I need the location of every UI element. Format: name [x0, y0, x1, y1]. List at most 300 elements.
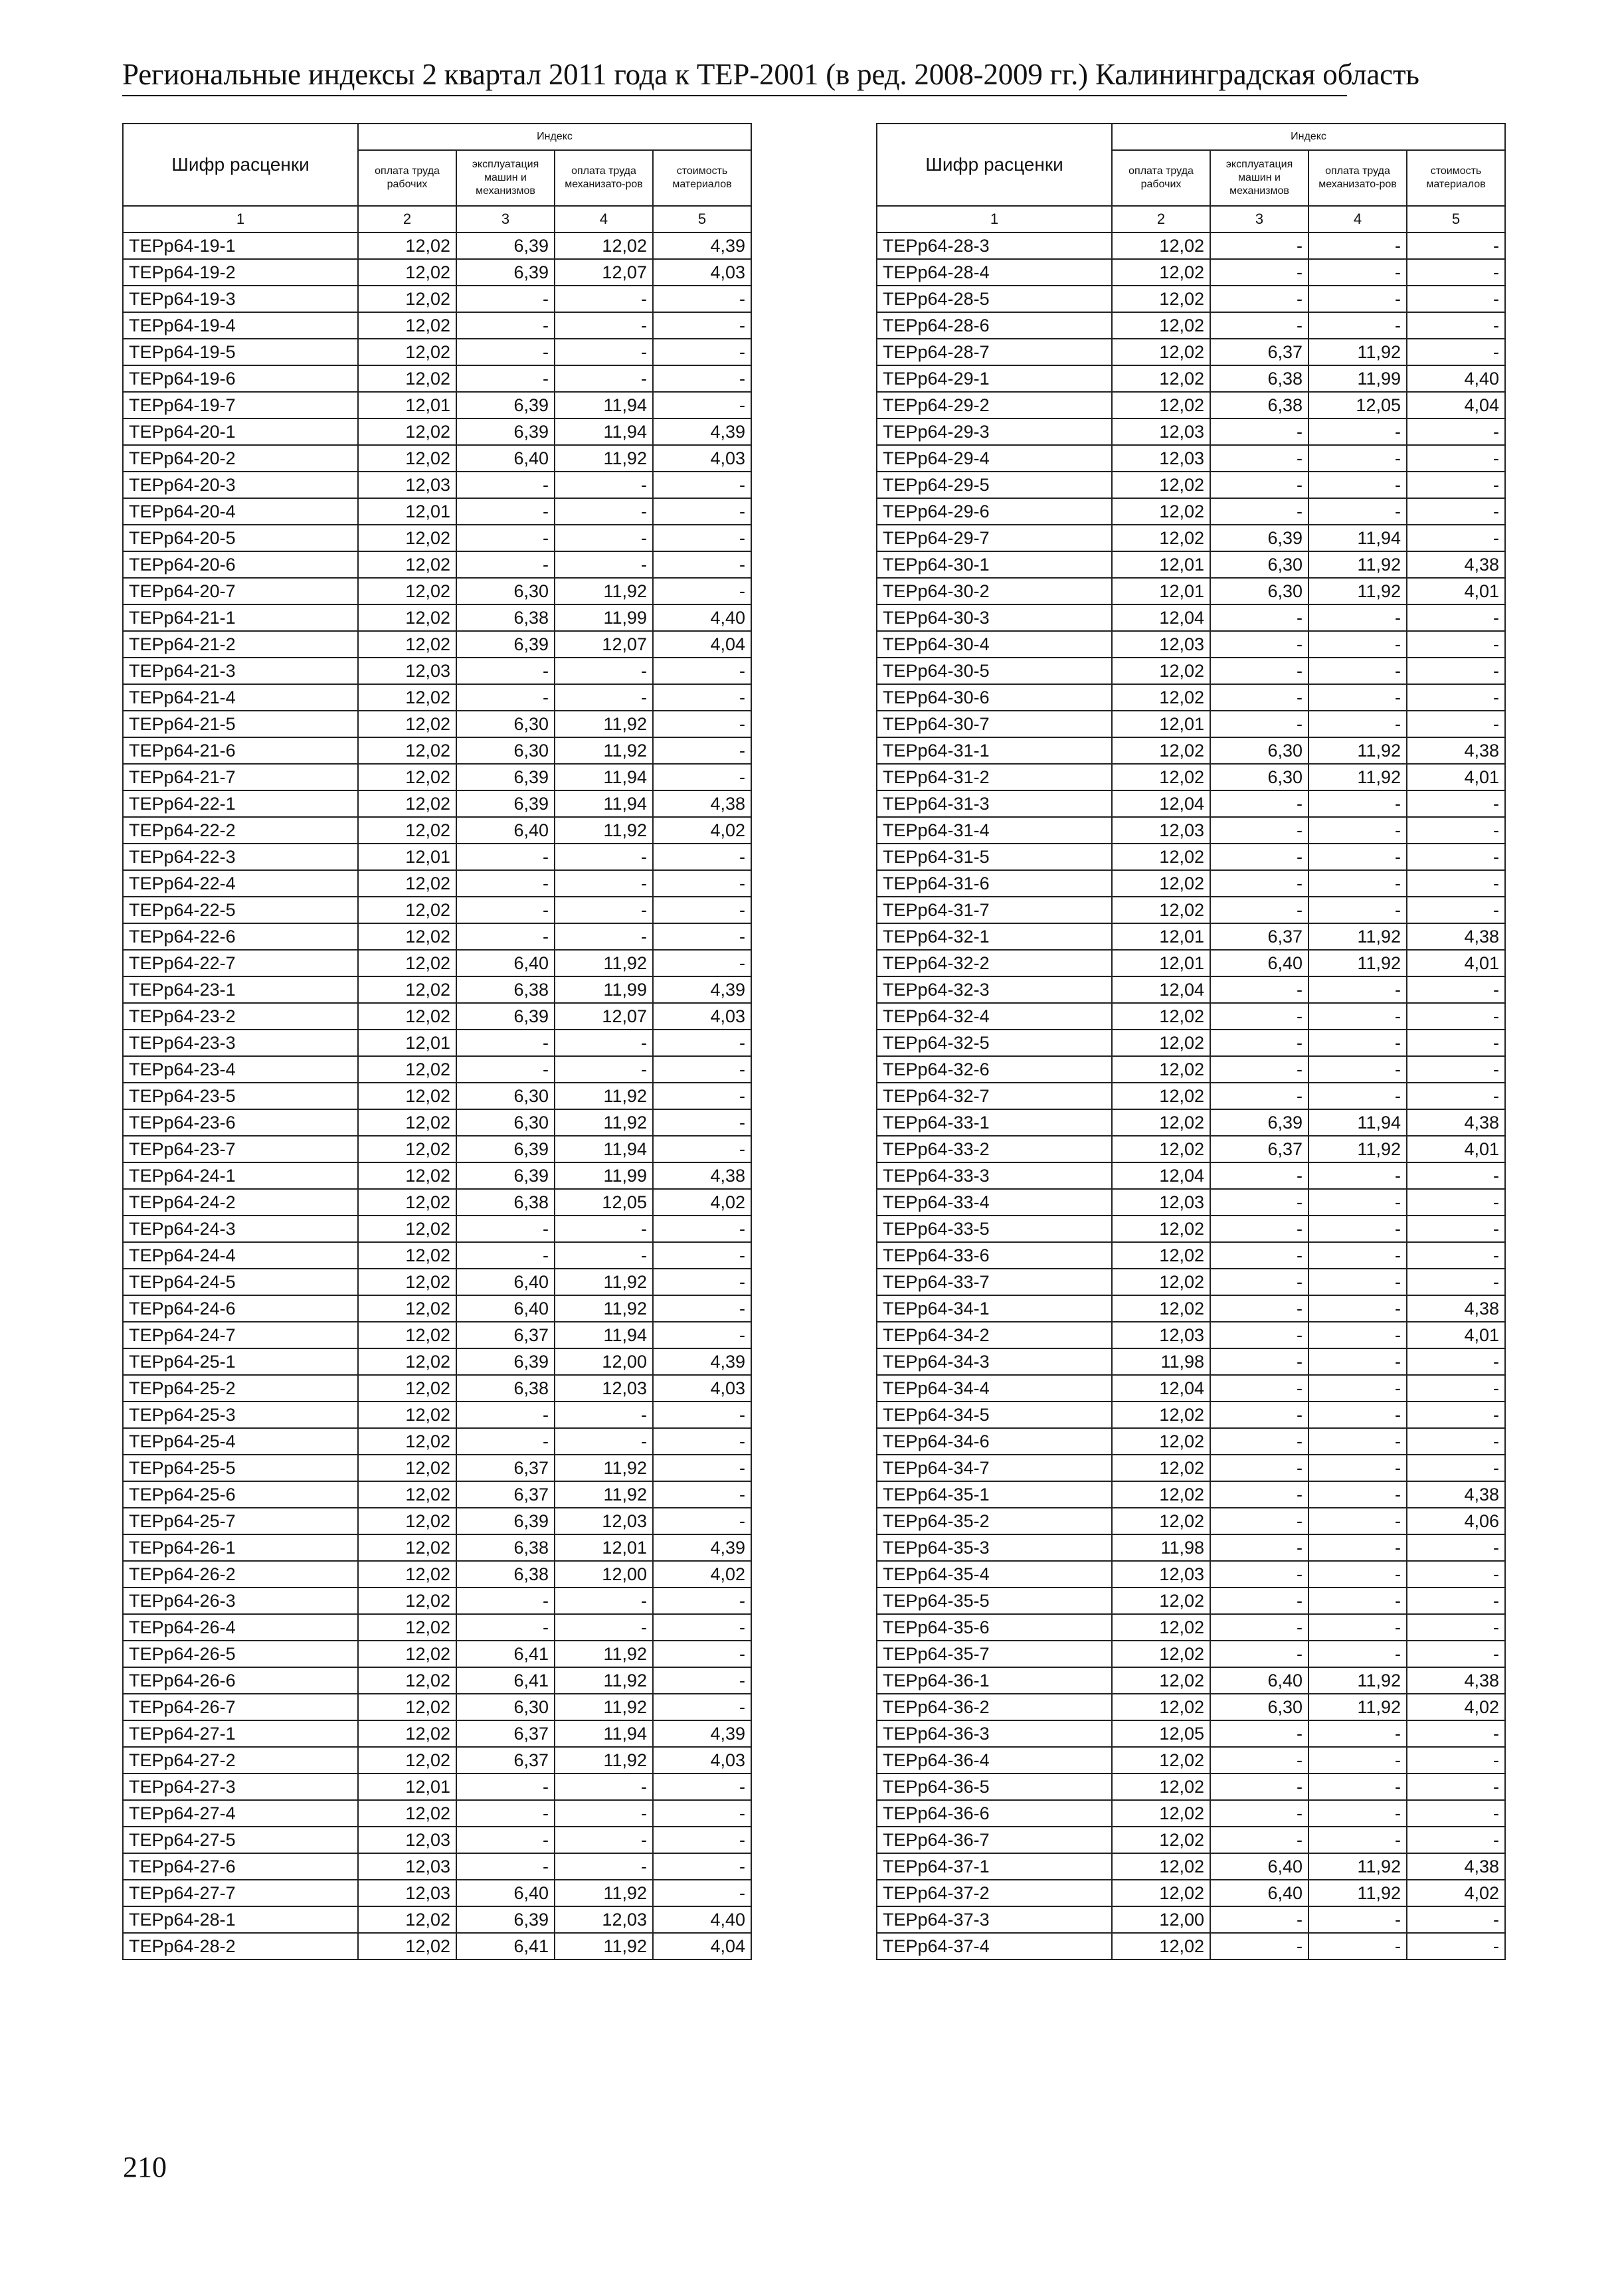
table-row [123, 1906, 751, 1933]
cell-labor: 12,02 [1112, 1747, 1210, 1774]
cell-operators: - [1308, 1295, 1407, 1322]
cell-operators: - [1308, 1216, 1407, 1242]
cell-operators: 11,92 [555, 1455, 653, 1481]
cell-operators: 12,00 [555, 1348, 653, 1375]
header-index: Индекс [358, 124, 751, 150]
cell-labor: 12,01 [358, 498, 456, 525]
cell-operators: 11,92 [555, 445, 653, 472]
cell-labor: 12,03 [358, 472, 456, 498]
cell-operators: 11,92 [555, 950, 653, 976]
table-row [123, 365, 751, 392]
table-row [123, 578, 751, 604]
cell-code: ТЕРр64-21-5 [123, 711, 358, 737]
cell-machines: - [1210, 1030, 1308, 1056]
cell-operators: - [1308, 1402, 1407, 1428]
cell-code: ТЕРр64-31-1 [877, 737, 1112, 764]
cell-code: ТЕРр64-24-6 [123, 1295, 358, 1322]
header-labor: оплата труда рабочих [358, 150, 456, 206]
table-row [877, 1694, 1505, 1720]
cell-materials: 4,38 [1407, 1109, 1505, 1136]
cell-code: ТЕРр64-22-5 [123, 897, 358, 923]
cell-materials: - [1407, 259, 1505, 286]
cell-code: ТЕРр64-27-1 [123, 1720, 358, 1747]
cell-materials: - [653, 1295, 751, 1322]
cell-operators: - [555, 1827, 653, 1853]
cell-labor: 12,02 [1112, 1774, 1210, 1800]
cell-materials: 4,39 [653, 1534, 751, 1561]
cell-machines: - [456, 525, 555, 551]
cell-operators: 12,03 [555, 1508, 653, 1534]
cell-machines: 6,40 [1210, 950, 1308, 976]
cell-machines: 6,38 [456, 1534, 555, 1561]
cell-materials: - [653, 365, 751, 392]
table-row [877, 1242, 1505, 1269]
cell-machines: - [1210, 1056, 1308, 1083]
cell-operators: 12,05 [1308, 392, 1407, 418]
cell-labor: 12,02 [1112, 897, 1210, 923]
cell-code: ТЕРр64-19-3 [123, 286, 358, 312]
index-table-right [876, 123, 1506, 1960]
cell-labor: 12,02 [1112, 472, 1210, 498]
cell-labor: 12,02 [1112, 737, 1210, 764]
cell-machines: - [1210, 418, 1308, 445]
cell-code: ТЕРр64-22-3 [123, 844, 358, 870]
table-row [877, 445, 1505, 472]
table-row [877, 1322, 1505, 1348]
cell-labor: 12,02 [358, 1003, 456, 1030]
cell-materials: - [1407, 1216, 1505, 1242]
header-code: Шифр расценки [877, 124, 1112, 206]
cell-code: ТЕРр64-37-3 [877, 1906, 1112, 1933]
cell-labor: 12,02 [358, 1588, 456, 1614]
cell-code: ТЕРр64-25-1 [123, 1348, 358, 1375]
cell-labor: 12,03 [1112, 1561, 1210, 1588]
cell-labor: 12,02 [1112, 525, 1210, 551]
cell-machines: - [1210, 1747, 1308, 1774]
cell-machines: - [1210, 1189, 1308, 1216]
cell-code: ТЕРр64-26-7 [123, 1694, 358, 1720]
cell-materials: - [1407, 1455, 1505, 1481]
cell-labor: 12,02 [358, 976, 456, 1003]
cell-operators: 11,94 [555, 1322, 653, 1348]
table-row [877, 392, 1505, 418]
cell-machines: - [456, 1853, 555, 1880]
cell-code: ТЕРр64-23-3 [123, 1030, 358, 1056]
cell-labor: 12,02 [358, 551, 456, 578]
cell-labor: 12,01 [1112, 578, 1210, 604]
cell-labor: 12,02 [1112, 339, 1210, 365]
table-row [877, 631, 1505, 658]
cell-code: ТЕРр64-33-7 [877, 1269, 1112, 1295]
cell-machines: - [456, 658, 555, 684]
cell-operators: 11,99 [555, 1162, 653, 1189]
cell-machines: 6,39 [456, 631, 555, 658]
cell-materials: - [653, 498, 751, 525]
cell-labor: 12,02 [1112, 1588, 1210, 1614]
cell-machines: - [1210, 1216, 1308, 1242]
cell-materials: - [1407, 1375, 1505, 1402]
cell-code: ТЕРр64-35-6 [877, 1614, 1112, 1641]
table-row [123, 1534, 751, 1561]
table-row [877, 578, 1505, 604]
cell-operators: - [1308, 1747, 1407, 1774]
table-row [123, 1189, 751, 1216]
cell-code: ТЕРр64-26-3 [123, 1588, 358, 1614]
cell-operators: - [1308, 870, 1407, 897]
cell-materials: 4,03 [653, 1003, 751, 1030]
table-row [123, 1800, 751, 1827]
cell-machines: 6,41 [456, 1641, 555, 1667]
cell-operators: 11,92 [555, 1880, 653, 1906]
table-row [123, 658, 751, 684]
table-row [877, 684, 1505, 711]
cell-materials: - [1407, 1083, 1505, 1109]
table-row [877, 339, 1505, 365]
cell-code: ТЕРр64-21-3 [123, 658, 358, 684]
cell-materials: 4,38 [1407, 737, 1505, 764]
cell-materials: - [1407, 339, 1505, 365]
table-row [123, 1508, 751, 1534]
cell-code: ТЕРр64-32-5 [877, 1030, 1112, 1056]
cell-labor: 12,01 [1112, 950, 1210, 976]
cell-operators: 11,92 [555, 1933, 653, 1959]
cell-operators: 11,99 [555, 976, 653, 1003]
cell-code: ТЕРр64-22-2 [123, 817, 358, 844]
col-number-4: 4 [555, 206, 653, 232]
cell-materials: - [653, 684, 751, 711]
cell-code: ТЕРр64-32-4 [877, 1003, 1112, 1030]
cell-operators: - [1308, 259, 1407, 286]
cell-operators: - [555, 1588, 653, 1614]
cell-materials: - [1407, 1614, 1505, 1641]
cell-labor: 12,02 [1112, 1481, 1210, 1508]
cell-code: ТЕРр64-31-3 [877, 790, 1112, 817]
cell-code: ТЕРр64-29-5 [877, 472, 1112, 498]
cell-machines: 6,37 [1210, 1136, 1308, 1162]
table-row [123, 1880, 751, 1906]
table-row [123, 844, 751, 870]
cell-operators: 11,92 [555, 1295, 653, 1322]
cell-operators: - [1308, 1455, 1407, 1481]
cell-code: ТЕРр64-27-7 [123, 1880, 358, 1906]
cell-code: ТЕРр64-33-3 [877, 1162, 1112, 1189]
cell-labor: 12,02 [358, 418, 456, 445]
cell-labor: 12,02 [358, 1269, 456, 1295]
cell-machines: 6,39 [456, 418, 555, 445]
table-row [123, 259, 751, 286]
cell-materials: - [1407, 1800, 1505, 1827]
cell-code: ТЕРр64-21-1 [123, 604, 358, 631]
cell-materials: - [653, 578, 751, 604]
cell-materials: 4,38 [653, 790, 751, 817]
table-row [877, 897, 1505, 923]
cell-operators: 11,92 [1308, 339, 1407, 365]
cell-operators: - [555, 472, 653, 498]
table-row [877, 1588, 1505, 1614]
cell-labor: 12,03 [358, 658, 456, 684]
table-row [123, 1481, 751, 1508]
cell-code: ТЕРр64-20-7 [123, 578, 358, 604]
cell-materials: - [1407, 1534, 1505, 1561]
cell-operators: 11,99 [1308, 365, 1407, 392]
cell-operators: - [1308, 1933, 1407, 1959]
cell-code: ТЕРр64-30-3 [877, 604, 1112, 631]
cell-machines: - [1210, 1933, 1308, 1959]
cell-materials: - [1407, 418, 1505, 445]
cell-labor: 12,02 [358, 365, 456, 392]
cell-machines: 6,41 [456, 1933, 555, 1959]
table-row [877, 1827, 1505, 1853]
cell-materials: 4,38 [1407, 1853, 1505, 1880]
cell-labor: 12,01 [358, 392, 456, 418]
cell-materials: 4,04 [653, 631, 751, 658]
cell-labor: 12,03 [1112, 418, 1210, 445]
cell-labor: 12,02 [358, 259, 456, 286]
table-row [877, 1747, 1505, 1774]
cell-materials: - [653, 658, 751, 684]
table-row [123, 551, 751, 578]
cell-labor: 12,02 [1112, 312, 1210, 339]
cell-labor: 12,02 [358, 711, 456, 737]
cell-materials: - [653, 1269, 751, 1295]
table-row [123, 312, 751, 339]
cell-code: ТЕРр64-35-1 [877, 1481, 1112, 1508]
table-row [877, 1428, 1505, 1455]
cell-labor: 12,02 [358, 1747, 456, 1774]
cell-code: ТЕРр64-22-1 [123, 790, 358, 817]
table-row [123, 1003, 751, 1030]
cell-labor: 12,02 [358, 870, 456, 897]
cell-materials: - [1407, 1242, 1505, 1269]
cell-code: ТЕРр64-22-6 [123, 923, 358, 950]
cell-labor: 12,02 [1112, 1455, 1210, 1481]
cell-code: ТЕРр64-28-5 [877, 286, 1112, 312]
cell-machines: 6,39 [456, 1348, 555, 1375]
cell-machines: - [1210, 870, 1308, 897]
cell-operators: 11,92 [1308, 551, 1407, 578]
cell-operators: - [1308, 1269, 1407, 1295]
cell-operators: 11,92 [1308, 1694, 1407, 1720]
cell-code: ТЕРр64-37-4 [877, 1933, 1112, 1959]
cell-machines: - [1210, 658, 1308, 684]
cell-materials: - [653, 339, 751, 365]
title-underline [122, 95, 1347, 96]
header-machines: эксплуатация машин и механизмов [1210, 150, 1308, 206]
table-row [877, 525, 1505, 551]
cell-operators: 11,92 [1308, 578, 1407, 604]
cell-labor: 12,01 [1112, 923, 1210, 950]
cell-operators: - [1308, 1083, 1407, 1109]
cell-code: ТЕРр64-29-1 [877, 365, 1112, 392]
cell-code: ТЕРр64-35-7 [877, 1641, 1112, 1667]
cell-materials: 4,02 [653, 817, 751, 844]
cell-operators: - [1308, 445, 1407, 472]
cell-materials: - [653, 1880, 751, 1906]
table-row [123, 1933, 751, 1959]
cell-labor: 12,02 [358, 1375, 456, 1402]
cell-operators: - [1308, 817, 1407, 844]
cell-labor: 12,04 [1112, 976, 1210, 1003]
cell-operators: 12,05 [555, 1189, 653, 1216]
cell-materials: - [653, 764, 751, 790]
table-row [123, 472, 751, 498]
cell-operators: - [1308, 418, 1407, 445]
cell-materials: - [653, 1614, 751, 1641]
cell-materials: - [653, 897, 751, 923]
cell-materials: - [1407, 1348, 1505, 1375]
cell-machines: - [1210, 1508, 1308, 1534]
cell-machines: - [1210, 286, 1308, 312]
cell-materials: - [653, 1455, 751, 1481]
cell-materials: 4,39 [653, 418, 751, 445]
cell-labor: 12,02 [1112, 1216, 1210, 1242]
table-row [877, 1800, 1505, 1827]
cell-operators: 11,92 [555, 1694, 653, 1720]
table-row [123, 737, 751, 764]
table-row [123, 711, 751, 737]
cell-machines: 6,37 [456, 1322, 555, 1348]
table-row [123, 790, 751, 817]
cell-operators: 11,92 [1308, 950, 1407, 976]
cell-code: ТЕРр64-28-4 [877, 259, 1112, 286]
cell-machines: 6,39 [1210, 1109, 1308, 1136]
table-row [877, 1906, 1505, 1933]
cell-labor: 12,02 [1112, 1295, 1210, 1322]
cell-machines: 6,30 [1210, 737, 1308, 764]
table-row [123, 1056, 751, 1083]
cell-labor: 12,01 [1112, 551, 1210, 578]
cell-labor: 12,02 [1112, 658, 1210, 684]
cell-machines: 6,37 [456, 1481, 555, 1508]
cell-machines: 6,38 [456, 1189, 555, 1216]
cell-machines: - [456, 286, 555, 312]
cell-labor: 12,01 [358, 844, 456, 870]
cell-labor: 12,02 [1112, 1880, 1210, 1906]
cell-materials: - [1407, 976, 1505, 1003]
cell-materials: 4,40 [653, 604, 751, 631]
cell-code: ТЕРр64-36-1 [877, 1667, 1112, 1694]
cell-labor: 12,02 [358, 604, 456, 631]
cell-machines: - [1210, 790, 1308, 817]
table-row [877, 1189, 1505, 1216]
cell-labor: 12,02 [358, 1402, 456, 1428]
cell-operators: - [555, 897, 653, 923]
cell-materials: 4,02 [1407, 1880, 1505, 1906]
header-index: Индекс [1112, 124, 1505, 150]
table-row [877, 1056, 1505, 1083]
table-row [123, 1030, 751, 1056]
cell-code: ТЕРр64-29-3 [877, 418, 1112, 445]
cell-code: ТЕРр64-36-7 [877, 1827, 1112, 1853]
page-title: Региональные индексы 2 квартал 2011 года к ТЕР-2001 (в ред. 2008-2009 гг.) Калининградская область [122, 58, 1419, 91]
cell-labor: 12,02 [358, 525, 456, 551]
cell-materials: 4,01 [1407, 950, 1505, 976]
table-row [877, 711, 1505, 737]
cell-materials: - [1407, 1641, 1505, 1667]
cell-labor: 12,02 [358, 684, 456, 711]
cell-operators: - [1308, 1428, 1407, 1455]
table-row [877, 1774, 1505, 1800]
cell-labor: 12,02 [358, 790, 456, 817]
cell-operators: 11,92 [555, 1109, 653, 1136]
cell-machines: 6,30 [1210, 578, 1308, 604]
cell-labor: 11,98 [1112, 1534, 1210, 1561]
cell-code: ТЕРр64-20-4 [123, 498, 358, 525]
cell-materials: - [653, 1774, 751, 1800]
cell-materials: - [653, 870, 751, 897]
cell-materials: - [653, 472, 751, 498]
header-machines: эксплуатация машин и механизмов [456, 150, 555, 206]
cell-labor: 12,02 [358, 1109, 456, 1136]
cell-code: ТЕРр64-36-4 [877, 1747, 1112, 1774]
cell-operators: 11,92 [555, 578, 653, 604]
cell-operators: - [1308, 1162, 1407, 1189]
col-number-5: 5 [653, 206, 751, 232]
cell-machines: - [1210, 844, 1308, 870]
table-row [877, 551, 1505, 578]
cell-machines: - [456, 1800, 555, 1827]
cell-materials: 4,03 [653, 445, 751, 472]
header-labor: оплата труда рабочих [1112, 150, 1210, 206]
cell-operators: - [555, 1216, 653, 1242]
cell-labor: 12,02 [358, 578, 456, 604]
cell-materials: 4,04 [1407, 392, 1505, 418]
cell-machines: 6,38 [456, 1375, 555, 1402]
cell-materials: 4,39 [653, 1720, 751, 1747]
table-row [123, 1641, 751, 1667]
cell-machines: - [1210, 1774, 1308, 1800]
cell-machines: 6,39 [456, 790, 555, 817]
table-row [123, 1667, 751, 1694]
cell-labor: 12,02 [358, 1083, 456, 1109]
cell-materials: - [1407, 232, 1505, 259]
cell-machines: - [1210, 976, 1308, 1003]
cell-operators: - [1308, 1614, 1407, 1641]
table-row [877, 1641, 1505, 1667]
cell-labor: 12,02 [358, 1667, 456, 1694]
cell-machines: - [456, 1614, 555, 1641]
cell-machines: - [456, 551, 555, 578]
cell-operators: - [1308, 1481, 1407, 1508]
cell-code: ТЕРр64-20-6 [123, 551, 358, 578]
cell-code: ТЕРр64-24-2 [123, 1189, 358, 1216]
cell-operators: 11,94 [555, 790, 653, 817]
cell-code: ТЕРр64-34-1 [877, 1295, 1112, 1322]
table-row [877, 950, 1505, 976]
cell-labor: 12,02 [1112, 1136, 1210, 1162]
cell-labor: 12,02 [358, 1428, 456, 1455]
cell-operators: - [1308, 1534, 1407, 1561]
cell-labor: 12,05 [1112, 1720, 1210, 1747]
cell-operators: - [1308, 1588, 1407, 1614]
cell-code: ТЕРр64-34-5 [877, 1402, 1112, 1428]
cell-machines: 6,30 [1210, 551, 1308, 578]
table-row [123, 1322, 751, 1348]
col-number-3: 3 [1210, 206, 1308, 232]
table-row [123, 1827, 751, 1853]
table-row [877, 1933, 1505, 1959]
cell-labor: 12,02 [358, 286, 456, 312]
cell-materials: - [653, 1109, 751, 1136]
cell-machines: 6,37 [1210, 923, 1308, 950]
cell-labor: 12,02 [1112, 498, 1210, 525]
cell-machines: 6,30 [456, 578, 555, 604]
cell-materials: 4,03 [653, 1747, 751, 1774]
cell-operators: 11,92 [555, 1481, 653, 1508]
cell-operators: 11,92 [1308, 1136, 1407, 1162]
cell-materials: - [653, 312, 751, 339]
cell-operators: 11,92 [1308, 1667, 1407, 1694]
